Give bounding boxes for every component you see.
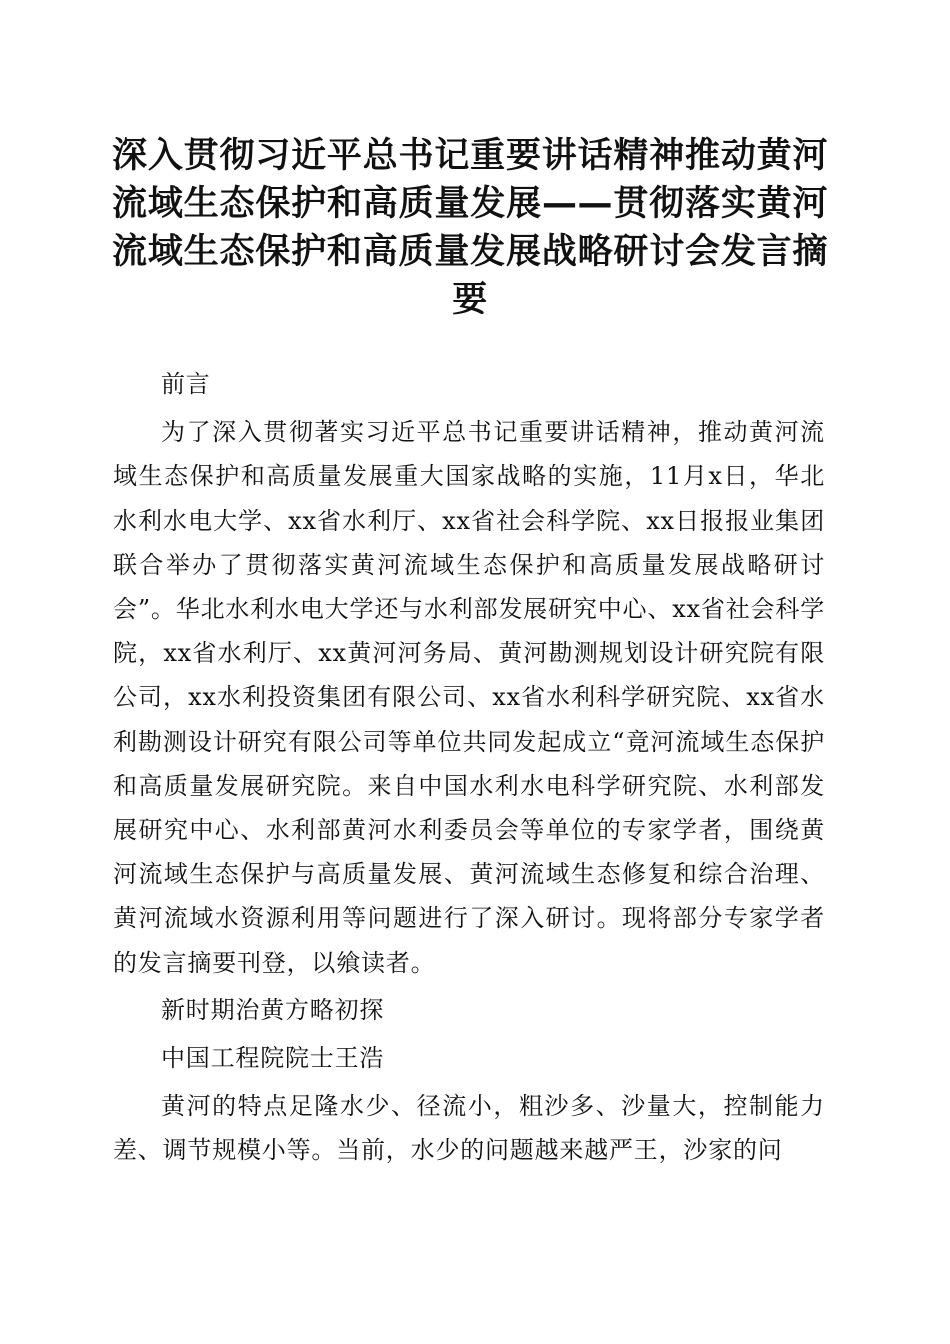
document-title: 深入贯彻习近平总书记重要讲话精神推动黄河流域生态保护和高质量发展——贯彻落实黄河流域生态保护和高质量发展战略研讨会发言摘要	[112, 136, 828, 320]
section-heading-article: 新时期治黄方略初探	[161, 995, 385, 1024]
section-heading-preface: 前言	[161, 370, 211, 398]
paragraph-article-body: 黄河的特点足隆水少、径流小，粗沙多、沙量大，控制能力差、调节规模小等。当前，水少的问题越来越严王，沙家的问	[113, 1092, 825, 1165]
author-line: 中国工程院院士王浩	[161, 1044, 385, 1073]
paragraph-preface-body: 为了深入贯彻著实习近平总书记重要讲话精神，推动黄河流域生态保护和高质量发展重大国家战略的实施，11月x日，华北水利水电大学、xx省水利厅、xx省社会科学院、xx日报报业集团联合举办了贯彻落实黄河流域生态保护和高质量发展战略研讨会”。华北水利水电大学还与水利部发展研究中心、xx省社会科学院，xx省水利厅、xx黄河河务局、黄河勘测规划设计研究院有限公司，xx水利投资集团有限公司、xx省水利科学研究院、xx省水利勘测设计研究有限公司等单位共同发起成立“竟河流域生态保护和高质量发展研究院。来自中国水利水电科学研究院、水利部发展研究中心、水利部黄河水利委员会等单位的专家学者，围绕黄河流域生态保护与高质量发展、黄河流域生态修复和综合治理、黄河流域水资源利用等问题进行了深入研讨。现将部分专家学者的发言摘要刊登，以飨读者。	[113, 418, 825, 977]
document-body	[113, 362, 825, 1176]
